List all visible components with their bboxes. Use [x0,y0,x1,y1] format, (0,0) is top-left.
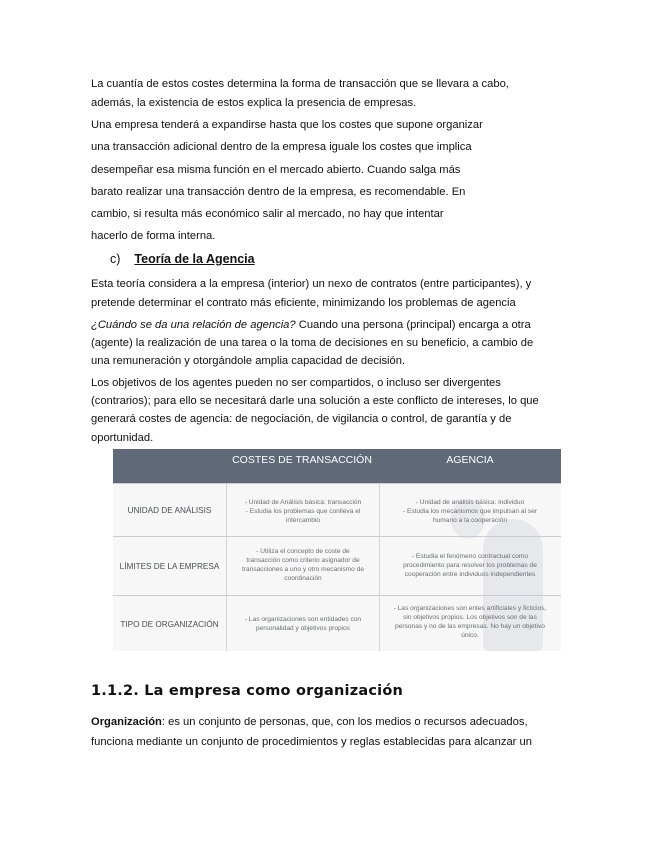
term-organizacion: Organización [91,716,162,728]
paragraph-line: (agente) la realización de una tarea o la toma de decisiones en su beneficio, a cambio de [91,337,534,349]
table-row [113,595,561,651]
cell-line: - Estudia los mecanismos que impulsan al ser [402,508,538,515]
paragraph-line: Los objetivos de los agentes pueden no ser compartidos, o incluso ser divergentes [91,377,501,389]
cell-line: cooperación entre individuos independientes [404,571,536,578]
cell-line: - Unidad de Análisis básica: transacción [244,499,362,506]
paragraph-line: una remuneración y otorgándole amplia capacidad de decisión. [91,355,406,367]
row-label: TIPO DE ORGANIZACIÓN [120,620,219,629]
cell-line: - Unidad de análisis básica: individuo [415,499,525,506]
paragraph-line: desempeñar esa misma función en el mercado abierto. Cuando salga más [91,164,461,176]
paragraph-line [91,319,531,332]
cell-line: - Estudia el fenómeno contractual como [411,553,529,560]
header-agencia: AGENCIA [446,454,494,466]
paragraph-line: oportunidad. [91,432,154,444]
section-letter: c) [110,252,121,266]
paragraph-line: funciona mediante un conjunto de procedimientos y reglas establecidas para alcanzar un [91,736,532,748]
row-label: LÍMITES DE LA EMPRESA [119,562,220,571]
paragraph-line: (contrarios); para ello se necesitará darle una solución a este conflicto de intereses, lo que [91,395,539,407]
section-heading-agency [110,252,255,266]
cell-line: humano a la cooperación [432,517,508,524]
cell-line: intercambio [285,517,321,524]
section-title-agency: Teoría de la Agencia [134,252,255,266]
table-row [113,536,561,595]
cell-line: único. [461,632,479,639]
paragraph-line: cambio, si resulta más económico salir al mercado, no hay que intentar [91,208,444,220]
table-row [113,483,561,536]
row-label: UNIDAD DE ANÁLISIS [127,506,212,515]
cell-line: procedimiento para resolver los problemas de [403,562,537,569]
paragraph-line [91,716,528,729]
cell-line: - Estudia los problemas que conlleva el [245,508,361,515]
agency-question: ¿Cuándo se da una relación de agencia? [91,319,296,331]
cell-line: personalidad y objetivos propios [255,625,351,632]
paragraph-line: La cuantía de estos costes determina la forma de transacción que se llevara a cabo, [91,78,509,90]
row-cell [229,498,377,525]
paragraph-line: una transacción adicional dentro de la empresa iguale los costes que implica [91,141,472,153]
paragraph-text: Cuando una persona (principal) encarga a otra [295,319,531,331]
paragraph-line: Esta teoría considera a la empresa (interior) un nexo de contratos (entre participantes), y [91,278,532,290]
section-title-organizacion: 1.1.2. La empresa como organización [91,683,404,699]
cell-line: transacción como criterio asignador de [246,557,360,564]
row-cell [381,498,559,525]
cell-line: - Utiliza el concepto de coste de [256,548,350,555]
row-cell [381,552,559,579]
table-header [113,449,561,483]
row-cell [229,547,377,583]
comparison-table [113,449,561,651]
cell-line: - Las organizaciones son entes artificiales y ficticios, [393,605,547,612]
cell-line: transacciones a uno y otro mecanismo de [241,566,365,573]
paragraph-line: además, la existencia de estos explica la presencia de empresas. [91,97,417,109]
paragraph-text: : es un conjunto de personas, que, con los medios o recursos adecuados, [161,716,528,728]
row-cell [229,615,377,633]
cell-line: - Las organizaciones son entidades con [244,616,362,623]
paragraph-line: hacerlo de forma interna. [91,230,216,242]
header-costes-transaccion: COSTES DE TRANSACCIÓN [232,454,372,466]
paragraph-line: Una empresa tenderá a expandirse hasta que los costes que supone organizar [91,119,483,131]
row-cell [381,604,559,640]
paragraph-line: pretende determinar el contrato más eficiente, minimizando los problemas de agencia [91,297,516,309]
cell-line: personas y no de las empresas. No hay un objetivo [395,623,545,630]
paragraph-line: barato realizar una transacción dentro de la empresa, es recomendable. En [91,186,466,198]
cell-line: sin objetivos propios. Los objetivos son de las [403,614,537,621]
cell-line: coordinación [284,575,322,582]
paragraph-line: generará costes de agencia: de negociación, de vigilancia o control, de garantía y de [91,413,512,425]
